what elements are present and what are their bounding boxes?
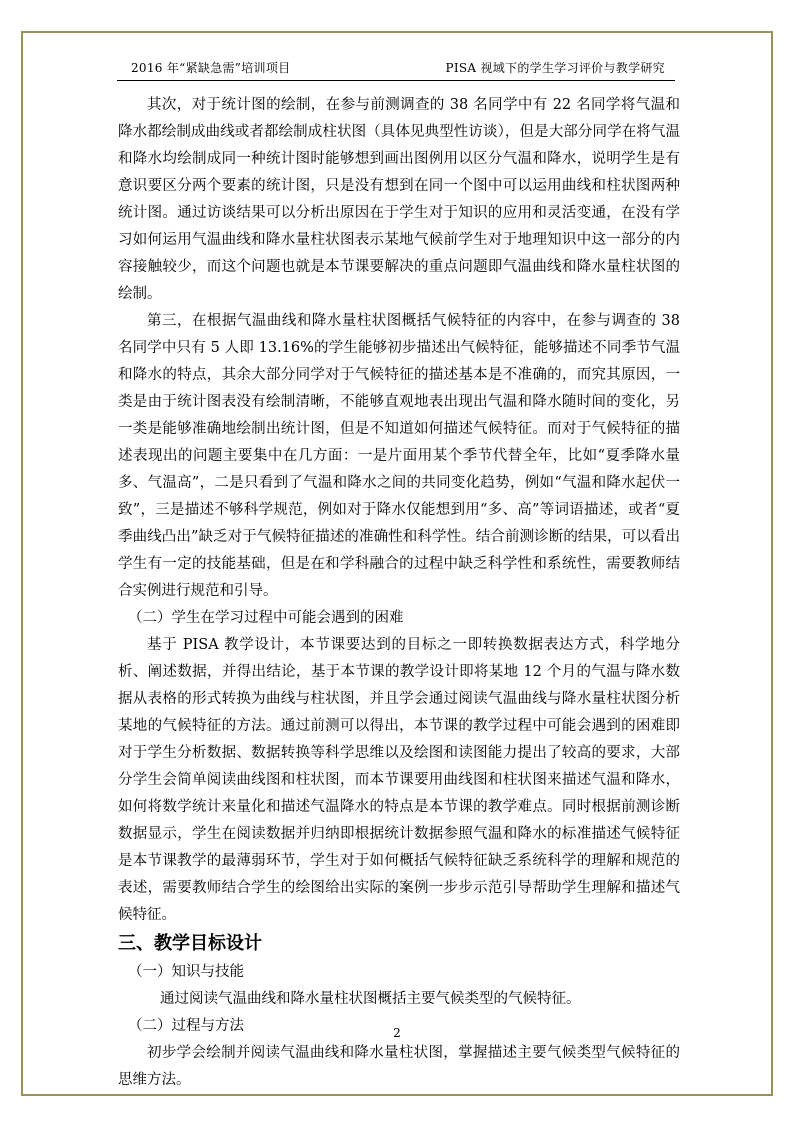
paragraph-climate-features: 第三，在根据气温曲线和降水量柱状图概括气候特征的内容中，在参与调查的 38 名同学中只有 5 人即 13.16%的学生能够初步描述出气候特征，能够描述不同季节气温和降水的特点，其余大部分同学对于气候特征的描述基本是不准确的，而究其原因，一类是由于统计图表没有绘制清晰，不能够直观地表出现出气温和降水随时间的变化，另一类是能够准确地绘制出统计图，但是不知道如何描述气候特征。而对于气候特征的描述表现出的问题主要集中在几方面：一是片面用某个季节代替全年，比如“夏季降水量多、气温高”，二是只看到了气温和降水之间的共同变化趋势，例如“气温和降水起伏一致”，三是描述不够科学规范，例如对于降水仅能想到用“多、高”等词语描述，或者“夏季曲线凸出”缺乏对于气候特征描述的准确性和科学性。结合前测诊断的结果，可以看出学生有一定的技能基础，但是在和学科融合的过程中缺乏科学性和系统性，需要教师结合实例进行规范和引导。	[118, 313, 680, 599]
subheading-process-method: （二）过程与方法	[128, 1018, 244, 1034]
page-header	[131, 59, 665, 81]
page-number: 2	[393, 1026, 401, 1040]
subheading-knowledge-skills: （一）知识与技能	[128, 964, 244, 980]
paragraph-statistical-charts: 其次，对于统计图的绘制，在参与前测调查的 38 名同学中有 22 名同学将气温和降水都绘制成曲线或者都绘制成柱状图（具体见典型性访谈），但是大部分同学在将气温和降水均绘制成同一种统计图时能够想到画出图例用以区分气温和降水，说明学生是有意识要区分两个要素的统计图，只是没有想到在同一个图中可以运用曲线和柱状图两种统计图。通过访谈结果可以分析出原因在于学生对于知识的应用和灵活变通，在没有学习如何运用气温曲线和降水量柱状图表示某地气候前学生对于地理知识中这一部分的内容接触较少，而这个问题也就是本节课要解决的重点问题即气温曲线和降水量柱状图的绘制。	[118, 97, 680, 302]
header-report-title: PISA 视域下的学生学习评价与教学研究	[445, 61, 665, 75]
subheading-learning-difficulties: （二）学生在学习过程中可能会遇到的困难	[128, 610, 404, 626]
paragraph-process-method: 初步学会绘制并阅读气温曲线和降水量柱状图，掌握描述主要气候类型气候特征的思维方法。	[118, 1045, 680, 1088]
paragraph-pisa-design: 基于 PISA 教学设计，本节课要达到的目标之一即转换数据表达方式，科学地分析、阐述数据，并得出结论，基于本节课的教学设计即将某地 12 个月的气温与降水数据从表格的形式转换为曲线与柱状图，并且学会通过阅读气温曲线与降水量柱状图分析某地的气候特征的方法。通过前测可以得出，本节课的教学过程中可能会遇到的困难即对于学生分析数据、数据转换等科学思维以及绘图和读图能力提出了较高的要求，大部分学生会简单阅读曲线图和柱状图，而本节课要用曲线图和柱状图来描述气温和降水，如何将数学统计来量化和描述气温降水的特点是本节课的教学难点。同时根据前测诊断数据显示，学生在阅读数据并归纳即根据统计数据参照气温和降水的标准描述气候特征是本节课教学的最薄弱环节，学生对于如何概括气候特征缺乏系统科学的理解和规范的表述，需要教师结合学生的绘图给出实际的案例一步步示范引导帮助学生理解和描述气候特征。	[118, 637, 680, 923]
goal-knowledge-skills: 通过阅读气温曲线和降水量柱状图概括主要气候类型的气候特征。	[160, 991, 581, 1007]
header-divider	[117, 80, 675, 81]
header-project-title: 2016 年“紧缺急需”培训项目	[131, 61, 291, 75]
document-body	[118, 92, 680, 1094]
section-heading-teaching-goals: 三、教学目标设计	[118, 933, 262, 954]
